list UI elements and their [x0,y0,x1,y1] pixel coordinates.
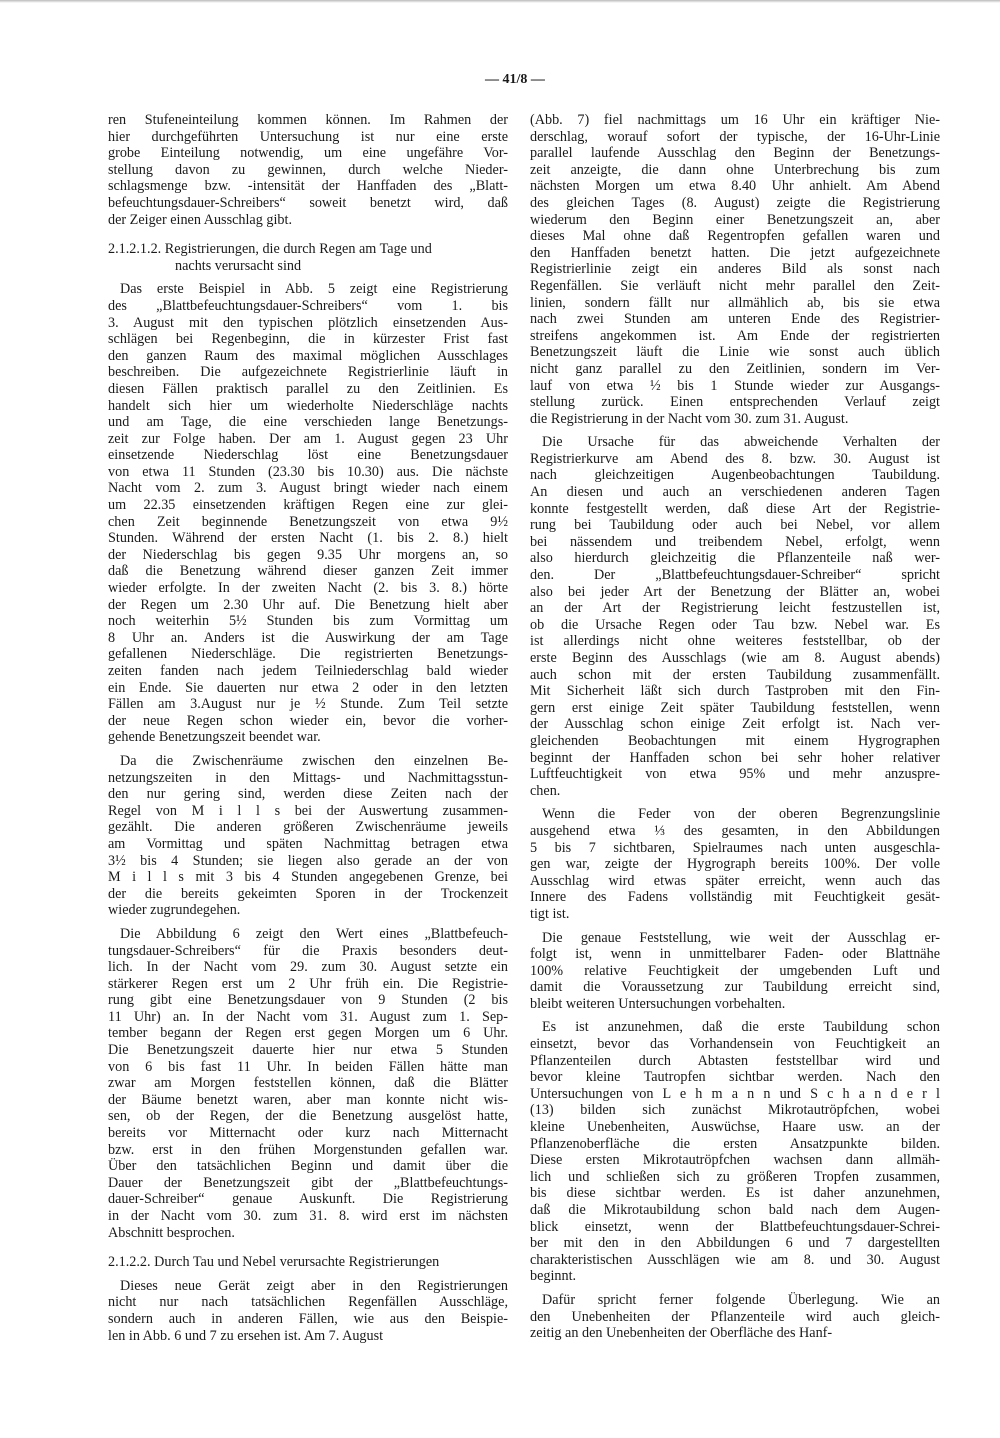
text-line: stärkerer Regen erst um 2 Uhr früh ein. Die Registrie- [108,975,508,992]
text-line: Stunden. Während der ersten Nacht (1. bis 2. 8.) hielt [108,530,508,547]
text-line: nach zwei Stunden am unteren Ende des Registrier- [530,311,940,328]
text-line: tember begann der Regen erst gegen Morgen um 6 Uhr. [108,1025,508,1042]
text-line: Da die Zwischenräume zwischen den einzelnen Be- [120,752,508,769]
text-line: beginnt. [530,1268,577,1285]
text-line: einsetzende Niederschlag löst eine Benetzungsdauer [108,447,508,464]
text-line: Diese ersten Mikrotautröpfchen wachsen dann allmäh- [530,1152,940,1169]
text-line: Untersuchungen von L e h m a n n und S c h a n d e r l [530,1085,940,1102]
text-line: parallel laufende Ausschlag den Beginn der Benetzungs- [530,145,940,162]
text-line: auch schon mit der ersten Taubildung zusammenfällt. [530,666,940,683]
text-line: der Ausschlag schon einige Zeit erfolgt ist. Nach ver- [530,716,940,733]
text-line: stellung davon zu gewinnen, durch welche Nieder- [108,161,508,178]
text-line: zeitig an den Unebenheiten der Oberfläche des Hanf- [530,1325,833,1342]
text-line: der die bereits gekeimten Sporen in der Trockenzeit [108,885,508,902]
text-line: gleichenden Beobachtungen mit einem Hygrographen [530,732,940,749]
text-line: Dauer der Benetzungszeit gibt der „Blattbefeuchtungs- [108,1174,508,1191]
text-line: dauer-Schreiber“ genaue Auskunft. Die Registrierung [108,1191,508,1208]
text-line: Die Benetzungszeit dauerte hier nur etwa 5 Stunden [108,1042,508,1059]
text-line: Wenn die Feder von der oberen Begrenzungslinie [542,806,940,823]
text-line: von 6 bis fast 11 Uhr. In beiden Fällen hätte man [108,1058,508,1075]
text-line: Es ist anzunehmen, daß die erste Taubildung schon [542,1019,940,1036]
text-line: (Abb. 7) fiel nachmittags um 16 Uhr ein kräftiger Nie- [530,112,940,128]
text-line: also bei jeder Art der Benetzung der Blätter an, wobei [530,583,940,600]
text-line: nachts verursacht sind [175,257,302,274]
section-heading [108,1254,508,1271]
text-line: nächsten Morgen um etwa 8.40 Uhr anhielt. Am Abend [530,178,940,195]
text-line: bleibt weiteren Untersuchungen vorbehalten. [530,995,786,1012]
text-line: und am Tage, die eine verschieden lange Benetzungs- [108,414,508,431]
right-column [530,112,940,1342]
text-line: ist allerdings nicht ohne weiteres feststellbar, ob der [530,633,940,650]
text-line: den. Der „Blattbefeuchtungsdauer-Schreiber“ spricht [530,567,940,584]
paragraph [108,753,508,919]
text-line: grobe Einteilung notwendig, um eine ungefähre Vor- [108,145,508,162]
text-line: Das erste Beispiel in Abb. 5 zeigt eine Registrierung [120,281,508,298]
text-line: wiederum den Beginn einer Benetzungszeit an, aber [530,211,940,228]
text-line: Benetzungszeit läuft die Linie wie sonst auch üblich [530,344,940,361]
text-line: den Unebenheiten der Pflanzenteile wird auch gleich- [530,1308,940,1325]
text-line: wieder erfolgte. In der zweiten Nacht (2. bis 3. 8.) hörte [108,580,508,597]
text-line: 11 Uhr) an. In der Nacht vom 31. August zum 1. Sep- [108,1008,508,1025]
text-line: zeit anzeigte, die dann ohne Unterbrechung bis zum [530,161,940,178]
scan-edge [0,0,1000,3]
text-line: 3½ bis 4 Stunden; sie liegen also gerade an der von [108,852,508,869]
paragraph [530,112,940,427]
text-line: daß die Mikrotaubildung schon bald nach dem Augen- [530,1202,940,1218]
text-line: Die genaue Feststellung, wie weit der Ausschlag er- [542,929,940,946]
text-line: in der Nacht vom 30. zum 31. 8. wird erst im nächsten [108,1208,508,1224]
text-line: derschlag, worauf sofort der typische, der 16-Uhr-Linie [530,128,940,145]
text-line: kleine Unebenheiten, Auswüchse, Haare usw. an der [530,1119,940,1136]
text-line: An diesen und auch an verschiedenen anderen Tagen [530,484,940,501]
text-line: bereits vor Mitternacht oder kurz nach Mitternacht [108,1125,508,1142]
text-line: folgt ist, wenn in unmittelbarer Faden- oder Blattnähe [530,946,940,963]
text-line: 100% relative Feuchtigkeit der umgebenden Luft und [530,962,940,979]
text-line: M i l l s mit 3 bis 4 Stunden angegebenen Grenze, bei [108,869,508,886]
text-line: schlagsmenge bzw. -intensität der Hanffaden des „Blatt- [108,178,508,195]
text-line: Regel von M i l l s bei der Auswertung zusammen- [108,802,508,819]
text-line: ein Ende. Sie dauerten nur etwa 2 oder in den letzten [108,679,508,696]
text-line: tungsdauer-Schreibers“ für die Praxis besonders deut- [108,942,508,959]
text-line: bevor kleine Tautropfen sichtbar werden. Nach den [530,1069,940,1086]
text-line: diesen Fällen praktisch parallel zu den Zeitlinien. Es [108,380,508,397]
text-line: den nur gering sind, werden diese Zeiten nach der [108,786,508,803]
text-line: den ganzen Raum des maximal möglichen Ausschlages [108,347,508,364]
text-line: an der Art der Registrierung leicht festzustellen ist, [530,600,940,617]
text-line: am Vormittag und späten Nachmittag betragen etwa [108,835,508,852]
text-line: sen, ob der Regen, der die Benetzung ausgelöst hatte, [108,1108,508,1125]
text-line: Regenfällen. Sie verläuft nicht mehr parallel den Zeit- [530,277,940,294]
text-line: die Registrierung in der Nacht vom 30. zum 31. August. [530,410,849,427]
paragraph [108,112,508,228]
text-line: der Zeiger einen Ausschlag gibt. [108,211,292,228]
text-line: des gleichen Tages (8. August) zeigte die Registrierung [530,194,940,211]
text-line: bis diese sichtbar werden. Es ist daher anzunehmen, [530,1185,940,1202]
paragraph [108,1278,508,1344]
paragraph [108,281,508,746]
text-line: Die Abbildung 6 zeigt den Wert eines „Blattbefeuch- [120,925,508,942]
text-line: gen war, zeigte der Hygrograph bereits 100%. Der volle [530,856,940,873]
text-line: um 22.35 einsetzenden kräftigen Regen eine zur glei- [108,497,508,514]
text-line: nach gleichzeitigen Augenbeobachtungen Taubildung. [530,467,940,484]
text-line: 2.1.2.2. Durch Tau und Nebel verursachte Registrierungen [108,1254,440,1271]
text-line: ren Stufeneinteilung kommen können. Im Rahmen der [108,112,508,128]
text-line: dieses Mal ohne daß Regentropfen gefallen waren und [530,228,940,245]
text-line: Nacht vom 2. zum 3. August bringt wieder nach einem [108,480,508,497]
text-line: stellung zurück. Einen entsprechenden Verlauf zeigt [530,394,940,411]
text-line: lich und schließen sich zu größeren Tropfen zusammen, [530,1168,940,1185]
text-line: zeit zur Folge haben. Der am 1. August gegen 23 Uhr [108,430,508,447]
text-line: rung gibt eine Benetzungsdauer von 9 Stunden (2 bis [108,992,508,1009]
text-line: sondern auch in anderen Fällen, wie aus den Beispie- [108,1310,508,1327]
text-line: damit die Voraussetzung zur Taubildung erreicht sind, [530,979,940,996]
text-line: von etwa 11 Stunden (23.30 bis 10.30) aus. Die nächste [108,463,508,480]
text-line: lich. In der Nacht vom 29. zum 30. August setzte ein [108,959,508,976]
text-line: Luftfeuchtigkeit von etwa 95% und mehr anzusprе- [530,766,940,783]
left-column [108,112,508,1344]
text-line: lauf von etwa ½ bis 1 Stunde wieder zur Ausgangs- [530,377,940,394]
text-line: bei nässendem und treibendem Nebel, erfolgt, wenn [530,533,940,550]
text-line: handelt sich hier um wiederholte Niederschläge nachts [108,397,508,414]
text-line: 5 bis 7 sichtbaren, Spielraumes nach unten ausgeschla- [530,839,940,856]
text-line: Abschnitt besprochen. [108,1224,235,1241]
text-line: gezählt. Die anderen größeren Zwischenräume jeweils [108,819,508,836]
text-line: beschreiben. Die aufgezeichnete Registrierlinie läuft in [108,364,508,381]
section-heading [108,241,508,274]
text-line: zwar am Morgen feststellen können, daß die Blätter [108,1075,508,1092]
text-line: den Hanffaden benetzt hatten. Die jetzt aufgezeichnete [530,244,940,261]
text-line: Mit Sicherheit läßt sich durch Tastproben mit den Fin- [530,683,940,700]
text-line: 3. August mit den typischen plötzlich einsetzenden Aus- [108,314,508,331]
text-line: gehende Benetzungszeit beendet war. [108,729,321,746]
text-line: der Regen um 2.30 Uhr auf. Die Benetzung hielt aber [108,596,508,613]
text-line: hier durchgeführten Untersuchung ist nur eine erste [108,128,508,145]
text-line: Ausschlag wird etwas später erreicht, wenn auch das [530,872,940,889]
paragraph [530,1292,940,1342]
text-line: daß die Benetzung während dieser ganzen Zeit immer [108,563,508,580]
text-line: Die Ursache für das abweichende Verhalten der [542,434,940,451]
text-line: also hierdurch gleichzeitig die Pflanzenteile naß wer- [530,550,940,567]
text-line: Pflanzenoberfläche die ersten Ansatzpunkte bilden. [530,1135,940,1152]
text-line: Über den tatsächlichen Beginn und damit über die [108,1158,508,1175]
text-line: netzungszeiten in den Mittags- und Nachmittagsstun- [108,769,508,786]
text-line: streifens angekommen ist. Am Ende der registrierten [530,327,940,344]
text-line: ber mit den in den Abbildungen 6 und 7 dargestellten [530,1235,940,1252]
text-line: einsetzt, bevor das Vorhandensein von Feuchtigkeit an [530,1036,940,1053]
paragraph [108,926,508,1241]
paragraph [530,930,940,1013]
text-line: 8 Uhr an. Anders ist die Auswirkung der am Tage [108,629,508,646]
text-line: schlägen bei Regenbeginn, die in kürzester Frist fast [108,331,508,348]
text-line: ausgehend etwa ⅓ des gesamten, in den Abbildungen [530,822,940,839]
text-line: blick einsetzt, wenn der Blattbefeuchtungsdauer-Schrei- [530,1218,940,1235]
text-line: (13) bilden sich zunächst Mikrotautröpfchen, wobei [530,1102,940,1119]
text-line: Registrierkurve am Abend des 8. bzw. 30. August ist [530,450,940,467]
text-line: gern erst einige Zeit später Taubildung feststellen, wenn [530,699,940,716]
text-line: rung bei Taubildung oder auch bei Nebel, vor allem [530,517,940,534]
text-line: len in Abb. 6 und 7 zu ersehen ist. Am 7. August [108,1327,384,1344]
text-line: erste Beginn des Ausschlags (wie am 8. August abends) [530,650,940,666]
text-line: Innere des Fadens vollständig mit Feuchtigkeit gesät- [530,889,940,906]
text-line: gefallenen Niederschläge. Die registrierten Benetzungs- [108,646,508,663]
text-line: der Niederschlag bis gegen 9.35 Uhr morgens an, so [108,546,508,563]
text-line: chen. [530,782,561,799]
text-line: Fällen am 3.August nur je ½ Stunde. Zum Teil setzte [108,696,508,713]
text-line: konnte festgestellt werden, daß diese Art der Registrie- [530,500,940,517]
text-line: nicht nur nach tatsächlichen Regenfällen Ausschläge, [108,1294,508,1311]
text-line: noch weiterhin 5½ Stunden bis zum Vormittag um [108,613,508,630]
text-line: der neue Regen schon wieder ein, bevor die vorher- [108,712,508,729]
text-line: Pflanzenteilen durch Abtasten feststellbar wird und [530,1052,940,1069]
text-line: Registrierlinie zeigt ein anderes Bild als sonst nach [530,261,940,278]
paragraph [530,806,940,922]
text-line: beginnt der Hanffaden schon bei sehr hoher relativer [530,749,940,766]
paragraph [530,1019,940,1285]
text-line: bzw. erst in den frühen Morgenstunden gefallen war. [108,1141,508,1158]
text-line: 2.1.2.1.2. Registrierungen, die durch Regen am Tage und [108,241,432,258]
text-line: wieder zugrundegehen. [108,902,241,919]
page-number: — 41/8 — [485,72,545,87]
paragraph [530,434,940,799]
text-line: des „Blattbefeuchtungsdauer-Schreibers“ vom 1. bis [108,297,508,314]
text-line: tigt ist. [530,905,570,922]
text-line: Dieses neue Gerät zeigt aber in den Registrierungen [120,1277,508,1294]
text-line: chen Zeit beginnende Benetzungszeit von etwa 9½ [108,513,508,530]
text-line: befeuchtungsdauer-Schreibers“ soweit benetzt wird, daß [108,194,508,211]
text-line: nicht ganz parallel zu den Zeitlinien, sondern im Ver- [530,360,940,377]
text-line: Dafür spricht ferner folgende Überlegung. Wie an [542,1291,940,1308]
text-line: zeiten fanden nach jedem Teilniederschlag bald wieder [108,663,508,679]
text-line: charakteristischen Ausschlägen wie am 8. und 30. August [530,1251,940,1268]
text-line: linien, sondern fällt nur allmählich ab, bis sie etwa [530,294,940,311]
text-line: ob die Ursache Regen oder Tau bzw. Nebel war. Es [530,616,940,633]
text-line: der Bäume benetzt waren, aber man konnte nicht wis- [108,1091,508,1108]
